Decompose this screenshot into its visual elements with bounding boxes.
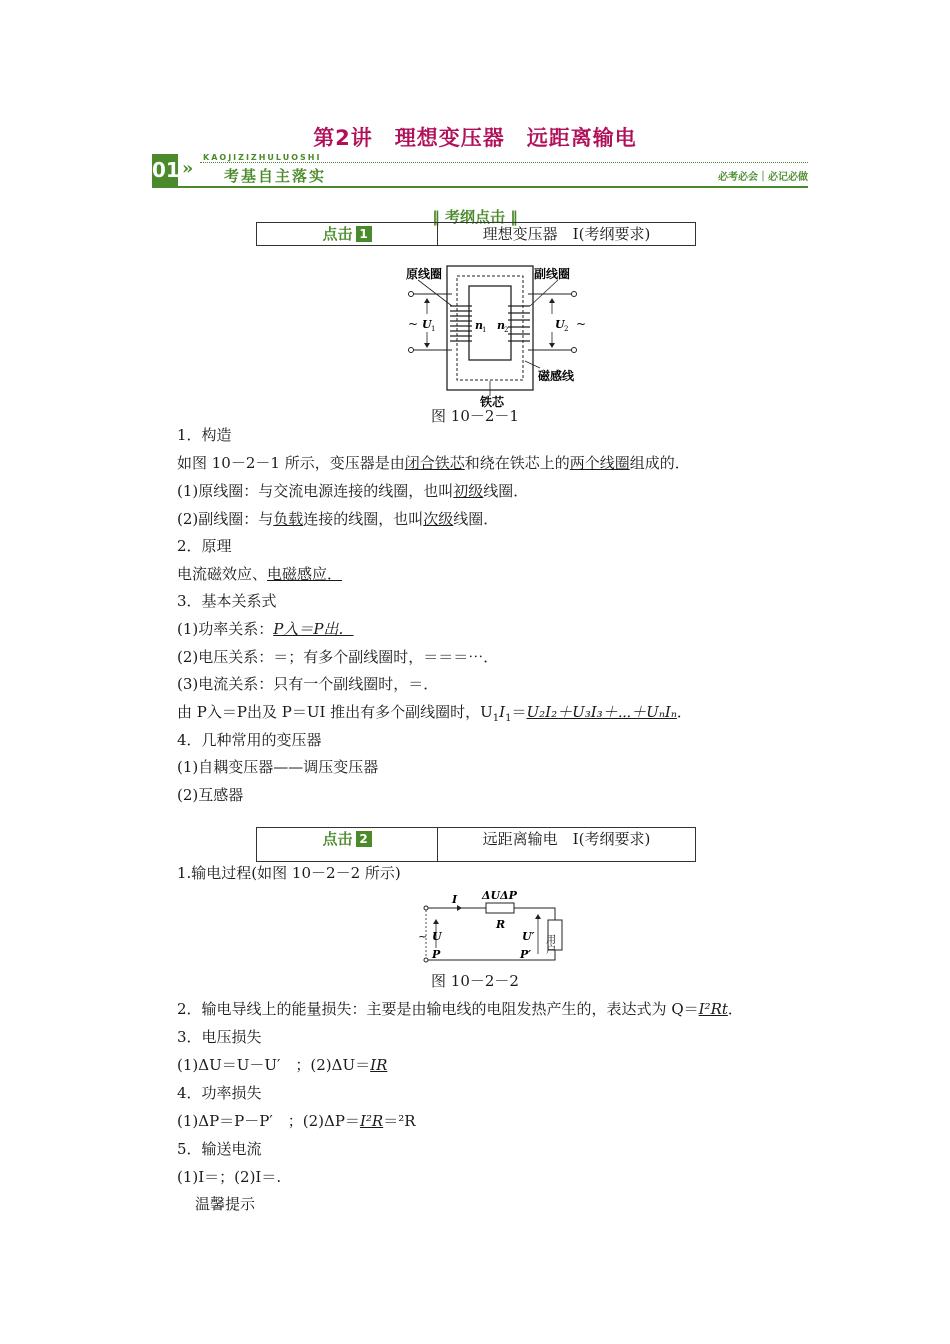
sec1-primary bbox=[177, 480, 528, 501]
p-prime-label: P′ bbox=[520, 948, 532, 961]
u1-label: U bbox=[422, 318, 432, 331]
magnetic-lines-label: 磁感线 bbox=[538, 369, 575, 383]
sec3-derive-b: 1 bbox=[492, 713, 500, 724]
sec1-text-c: 和绕在铁芯上的 bbox=[464, 454, 570, 472]
sec4-heading: 4．几种常用的变压器 bbox=[177, 731, 322, 749]
primary-coil-label: 原线圈 bbox=[406, 267, 443, 281]
u-prime-label: U′ bbox=[522, 930, 535, 943]
sec3-power-a: (1)功率关系： bbox=[177, 620, 274, 638]
sec3-derive bbox=[177, 701, 692, 724]
sec3-derive-a: 由 P入＝P出及 P＝UI 推出有多个副线圈时，U bbox=[177, 703, 493, 721]
sec8-heading: 4．功率损失 bbox=[177, 1084, 262, 1102]
sec6-text-a: 2．输电导线上的能量损失：主要是由输电线的电阻发热产生的，表达式为 Q＝ bbox=[177, 1000, 699, 1018]
section-number-badge: 01 bbox=[152, 154, 178, 186]
n2-label: n bbox=[497, 319, 505, 332]
sec1-primary-b: 初级 bbox=[453, 482, 484, 500]
point2-number: 2 bbox=[356, 831, 372, 847]
tip-label: 温馨提示 bbox=[195, 1195, 256, 1213]
header-rule bbox=[152, 186, 808, 188]
sec8-text-b: I²R bbox=[359, 1112, 384, 1130]
sec1-secondary-a: (2)副线圈：与 bbox=[177, 510, 274, 528]
loss-label: ΔUΔP bbox=[482, 889, 517, 902]
sec3-heading: 3．基本关系式 bbox=[177, 592, 277, 610]
transformer-diagram bbox=[390, 258, 590, 408]
point1-topic: 理想变压器 Ⅰ(考纲要求) bbox=[482, 225, 651, 243]
sec9-text: (1)I＝；(2)I＝. bbox=[177, 1168, 282, 1186]
sec2-heading: 2．原理 bbox=[177, 537, 232, 555]
sec2-text-b: 电磁感应． bbox=[267, 565, 343, 583]
outline-heading: ‖ 考纲点击 ‖ bbox=[432, 208, 518, 226]
sec1-text-a: 如图 10－2－1 所示，变压器是由 bbox=[177, 454, 405, 472]
sec3-power-b: P入＝P出． bbox=[273, 620, 354, 638]
sec7-text-b: IR bbox=[370, 1056, 388, 1074]
p-label: P bbox=[432, 948, 441, 961]
fig1-source-tilde: ~ bbox=[408, 317, 419, 331]
point2-table bbox=[256, 827, 696, 862]
terminal-1 bbox=[409, 292, 414, 297]
sec6-text-c: ． bbox=[727, 1000, 743, 1018]
sec3-current: (3)电流关系：只有一个副线圈时，＝． bbox=[177, 675, 439, 693]
circuit-wires bbox=[426, 908, 555, 960]
sec3-power bbox=[177, 618, 353, 639]
sec1-primary-c: 线圈． bbox=[483, 482, 529, 500]
sec1-secondary-d: 次级 bbox=[423, 510, 454, 528]
sec1-text bbox=[177, 452, 690, 473]
sec8-text-c: ＝²R bbox=[383, 1112, 416, 1130]
sec9-heading: 5．输送电流 bbox=[177, 1140, 262, 1158]
point2-label: 点击 bbox=[322, 830, 353, 848]
sec4-item1: (1)自耦变压器——调压变压器 bbox=[177, 758, 379, 776]
point2-topic: 远距离输电 Ⅰ(考纲要求) bbox=[482, 830, 651, 848]
sec8-text-a: (1)ΔP＝P－P′ ；(2)ΔP＝ bbox=[177, 1112, 360, 1130]
sec3-derive-f: U₂I₂＋U₃I₃＋⋯＋UₙIₙ bbox=[526, 703, 677, 721]
transmission-diagram bbox=[418, 888, 578, 968]
sec1-secondary-e: 线圈． bbox=[453, 510, 499, 528]
fig1-caption: 图 10－2－1 bbox=[431, 407, 519, 425]
u-label: U bbox=[432, 930, 442, 943]
section-arrow-icon: » bbox=[182, 158, 194, 179]
label-leaders bbox=[418, 280, 558, 396]
sec7-text bbox=[177, 1054, 387, 1075]
terminal-3 bbox=[572, 292, 577, 297]
resistance-label: R bbox=[496, 918, 506, 931]
u1-arrow-up bbox=[424, 298, 430, 303]
current-label: I bbox=[452, 893, 458, 906]
n1-label: n bbox=[475, 319, 483, 332]
user-label: 用户 bbox=[543, 934, 555, 954]
sec3-derive-e: ＝ bbox=[511, 703, 527, 721]
sec8-text bbox=[177, 1110, 416, 1131]
terminal-4 bbox=[572, 348, 577, 353]
sec7-text-a: (1)ΔU＝U－U′ ；(2)ΔU＝ bbox=[177, 1056, 371, 1074]
sec6-text bbox=[177, 998, 743, 1019]
fig1-load-tilde: ~ bbox=[576, 317, 587, 331]
u-arrow-head bbox=[433, 919, 439, 924]
page-title: 第2讲 理想变压器 远距离输电 bbox=[313, 126, 637, 150]
sec3-voltage: (2)电压关系：＝；有多个副线圈时，＝＝＝⋯． bbox=[177, 648, 499, 666]
header-dotted-rule bbox=[200, 162, 808, 163]
point1-table bbox=[256, 222, 696, 246]
point2-label-cell bbox=[257, 828, 438, 861]
u1-arrow-down bbox=[424, 343, 430, 348]
sec2-text-a: 电流磁效应、 bbox=[177, 565, 268, 583]
sec1-text-e: 组成的． bbox=[629, 454, 690, 472]
flux-path bbox=[457, 276, 523, 380]
terminal-leads bbox=[412, 294, 572, 350]
sec3-derive-g: ． bbox=[676, 703, 692, 721]
u-prime-arrow-head bbox=[535, 914, 541, 919]
u2-label: U bbox=[555, 318, 565, 331]
section-right-label: 必考必会｜必记必做 bbox=[718, 172, 808, 183]
core-label: 铁芯 bbox=[480, 395, 505, 408]
secondary-coil-label: 副线圈 bbox=[534, 267, 571, 281]
sec1-secondary bbox=[177, 508, 498, 529]
fig2-caption: 图 10－2－2 bbox=[431, 972, 519, 990]
line-resistor bbox=[486, 903, 514, 913]
section-pinyin: KAOJIZIZHULUOSHI bbox=[203, 153, 322, 162]
n2-sub: 2 bbox=[504, 326, 509, 334]
sec3-derive-c: I bbox=[499, 703, 506, 721]
u2-sub: 2 bbox=[564, 325, 569, 333]
point1-label: 点击 bbox=[322, 225, 353, 243]
source-terminal-top bbox=[424, 906, 428, 910]
sec1-secondary-c: 连接的线圈，也叫 bbox=[303, 510, 424, 528]
source-terminal-bottom bbox=[424, 958, 428, 962]
sec1-primary-a: (1)原线圈：与交流电源连接的线圈，也叫 bbox=[177, 482, 454, 500]
u2-arrow-down bbox=[549, 343, 555, 348]
point1-number: 1 bbox=[356, 226, 372, 242]
sec1-secondary-b: 负载 bbox=[273, 510, 304, 528]
sec1-text-b: 闭合铁芯 bbox=[404, 454, 465, 472]
point1-label-cell bbox=[257, 223, 438, 245]
sec5-heading: 1.输电过程(如图 10－2－2 所示) bbox=[177, 864, 401, 882]
sec6-text-b: I²Rt bbox=[698, 1000, 728, 1018]
sec3-derive-d: 1 bbox=[505, 713, 512, 724]
current-arrow-icon bbox=[457, 905, 462, 911]
sec1-heading: 1．构造 bbox=[177, 426, 232, 444]
u1-sub: 1 bbox=[431, 325, 436, 333]
sec7-heading: 3．电压损失 bbox=[177, 1028, 262, 1046]
section-label: 考基自主落实 bbox=[224, 167, 327, 185]
n1-sub: 1 bbox=[482, 326, 487, 334]
core-outer bbox=[447, 266, 533, 390]
sec4-item2: (2)互感器 bbox=[177, 786, 244, 804]
terminal-2 bbox=[409, 348, 414, 353]
u2-arrow-up bbox=[549, 298, 555, 303]
source-tilde: ~ bbox=[418, 930, 428, 943]
sec1-text-d: 两个线圈 bbox=[569, 454, 630, 472]
sec2-text bbox=[177, 563, 342, 584]
